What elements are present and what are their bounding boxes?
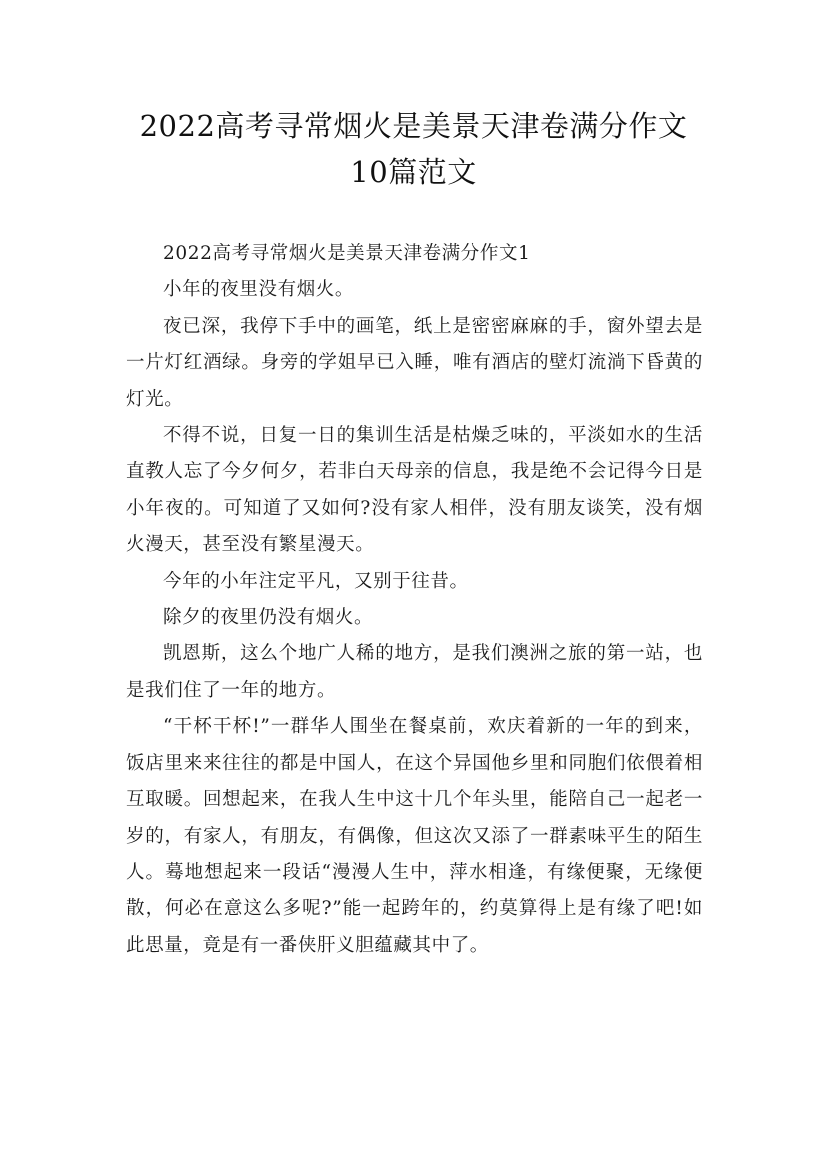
paragraph: “干杯干杯!”一群华人围坐在餐桌前，欢庆着新的一年的到来，饭店里来来往往的都是中国人，在这个异国他乡里和同胞们依偎着相互取暖。回想起来，在我人生中这十几个年头里，能陪自己一起老一岁的，有家人，有朋友，有偶像，但这次又添了一群素味平生的陌生人。蓦地想起来一段话“漫漫人生中，萍水相逢，有缘便聚，无缘便散，何必在意这么多呢?”能一起跨年的，约莫算得上是有缘了吧!如此思量，竟是有一番侠肝义胆蕴藏其中了。 <box>126 716 703 956</box>
section-heading: 2022高考寻常烟火是美景天津卷满分作文1 <box>163 243 531 264</box>
paragraph: 不得不说，日复一日的集训生活是枯燥乏味的，平淡如水的生活直教人忘了今夕何夕，若非白天母亲的信息，我是绝不会记得今日是小年夜的。可知道了又如何?没有家人相伴，没有朋友谈笑，没有烟火漫天，甚至没有繁星漫天。 <box>126 425 703 556</box>
document-body <box>126 236 703 964</box>
paragraph: 凯恩斯，这么个地广人稀的地方，是我们澳洲之旅的第一站，也是我们住了一年的地方。 <box>126 643 703 701</box>
document-title-line-1: 2022高考寻常烟火是美景天津卷满分作文 <box>139 109 688 143</box>
document-title-line-2: 10篇范文 <box>350 155 477 189</box>
paragraph: 夜已深，我停下手中的画笔，纸上是密密麻麻的手，窗外望去是一片灯红酒绿。身旁的学姐早已入睡，唯有酒店的壁灯流淌下昏黄的灯光。 <box>126 315 703 410</box>
paragraph: 除夕的夜里仍没有烟火。 <box>163 607 374 629</box>
paragraph: 小年的夜里没有烟火。 <box>163 279 355 301</box>
paragraph: 今年的小年注定平凡，又别于往昔。 <box>163 570 469 592</box>
